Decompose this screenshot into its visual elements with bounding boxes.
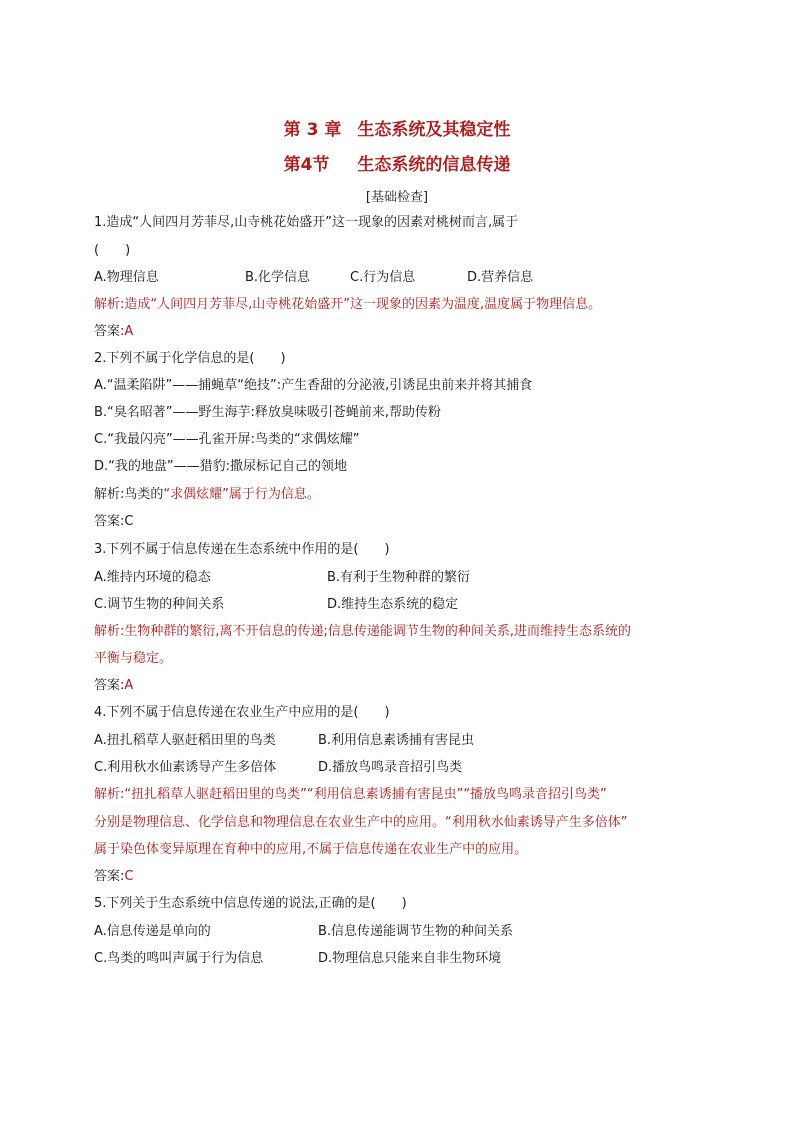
section-title: 生态系统的信息传递 (357, 155, 511, 175)
answer-label: 答案: (94, 869, 125, 884)
question-2-option-a: A.“温柔陷阱”——捕蝇草“绝技”:产生香甜的分泌液,引诱昆虫前来并将其捕食 (94, 378, 533, 393)
question-5-stem: 5.下列关于生态系统中信息传递的说法,正确的是( ) (94, 896, 407, 911)
question-4-analysis-line-2: 分别是物理信息、化学信息和物理信息在农业生产中的应用。“利用秋水仙素诱导产生多倍体” (94, 815, 628, 830)
question-3-option-b: B.有利于生物种群的繁衍 (327, 570, 471, 585)
question-2-analysis (94, 486, 320, 504)
section-heading (0, 150, 794, 175)
question-2-option-d: D.“我的地盘”——猎豹:撒尿标记自己的领地 (94, 459, 347, 474)
question-2-answer (94, 513, 133, 531)
question-3-option-c: C.调节生物的种间关系 (94, 597, 225, 612)
chapter-heading (0, 115, 794, 140)
question-4-answer (94, 868, 133, 886)
question-1-analysis: 解析:造成“人间四月芳菲尽,山寺桃花始盛开”这一现象的因素为温度,温度属于物理信息。 (94, 297, 602, 312)
answer-value: A (124, 324, 134, 339)
question-4-analysis-line-3: 属于染色体变异原理在育种中的应用,不属于信息传递在农业生产中的应用。 (94, 842, 528, 857)
question-4-option-a: A.扭扎稻草人驱赶稻田里的鸟类 (94, 733, 276, 748)
question-5-option-d: D.物理信息只能来自非生物环境 (318, 951, 502, 966)
question-2-option-b: B.“臭名昭著”——野生海芋:释放臭味吸引苍蝇前来,帮助传粉 (94, 405, 442, 420)
question-1-option-a: A.物理信息 (94, 270, 159, 285)
question-4-option-d: D.播放鸟鸣录音招引鸟类 (318, 760, 463, 775)
question-5-option-c: C.鸟类的鸣叫声属于行为信息 (94, 951, 264, 966)
answer-value: C (124, 514, 134, 529)
question-1-option-c: C.行为信息 (350, 270, 416, 285)
analysis-prefix: 解析:鸟类的 (94, 487, 164, 502)
question-3-answer (94, 677, 133, 695)
answer-label: 答案: (94, 678, 125, 693)
question-2-stem: 2.下列不属于化学信息的是( ) (94, 351, 286, 366)
question-3-option-d: D.维持生态系统的稳定 (327, 597, 459, 612)
question-5-option-a: A.信息传递是单向的 (94, 924, 211, 939)
answer-label: 答案: (94, 514, 125, 529)
question-3-analysis-line-1: 解析:生物种群的繁衍,离不开信息的传递;信息传递能调节生物的种间关系,进而维持生态系统的 (94, 624, 632, 639)
question-3-stem: 3.下列不属于信息传递在生态系统中作用的是( ) (94, 542, 390, 557)
question-1-stem-cont: ( ) (94, 243, 131, 258)
section-number: 第4节 (283, 155, 330, 175)
question-1-option-b: B.化学信息 (245, 270, 311, 285)
analysis-text: “求偶炫耀”属于行为信息。 (163, 487, 320, 502)
question-1-option-d: D.营养信息 (467, 270, 534, 285)
question-4-option-c: C.利用秋水仙素诱导产生多倍体 (94, 760, 277, 775)
question-1-stem: 1.造成“人间四月芳菲尽,山寺桃花始盛开”这一现象的因素对桃树而言,属于 (94, 215, 519, 230)
chapter-title: 生态系统及其稳定性 (357, 120, 511, 140)
chapter-number: 第 3 章 (283, 120, 342, 140)
answer-value: A (124, 678, 134, 693)
question-4-analysis-line-1: 解析:“扭扎稻草人驱赶稻田里的鸟类”“利用信息素诱捕有害昆虫”“播放鸟鸣录音招引鸟类” (94, 787, 607, 802)
question-2-option-c: C.“我最闪亮”——孔雀开屏:鸟类的“求偶炫耀” (94, 432, 360, 447)
answer-label: 答案: (94, 324, 125, 339)
question-1-answer (94, 323, 133, 341)
question-4-stem: 4.下列不属于信息传递在农业生产中应用的是( ) (94, 705, 390, 720)
answer-value: C (124, 869, 134, 884)
question-3-analysis-line-2: 平衡与稳定。 (94, 651, 173, 666)
question-5-option-b: B.信息传递能调节生物的种间关系 (318, 924, 514, 939)
section-tag: [基础检查] (365, 190, 429, 205)
question-4-option-b: B.利用信息素诱捕有害昆虫 (318, 733, 475, 748)
question-3-option-a: A.维持内环境的稳态 (94, 570, 211, 585)
